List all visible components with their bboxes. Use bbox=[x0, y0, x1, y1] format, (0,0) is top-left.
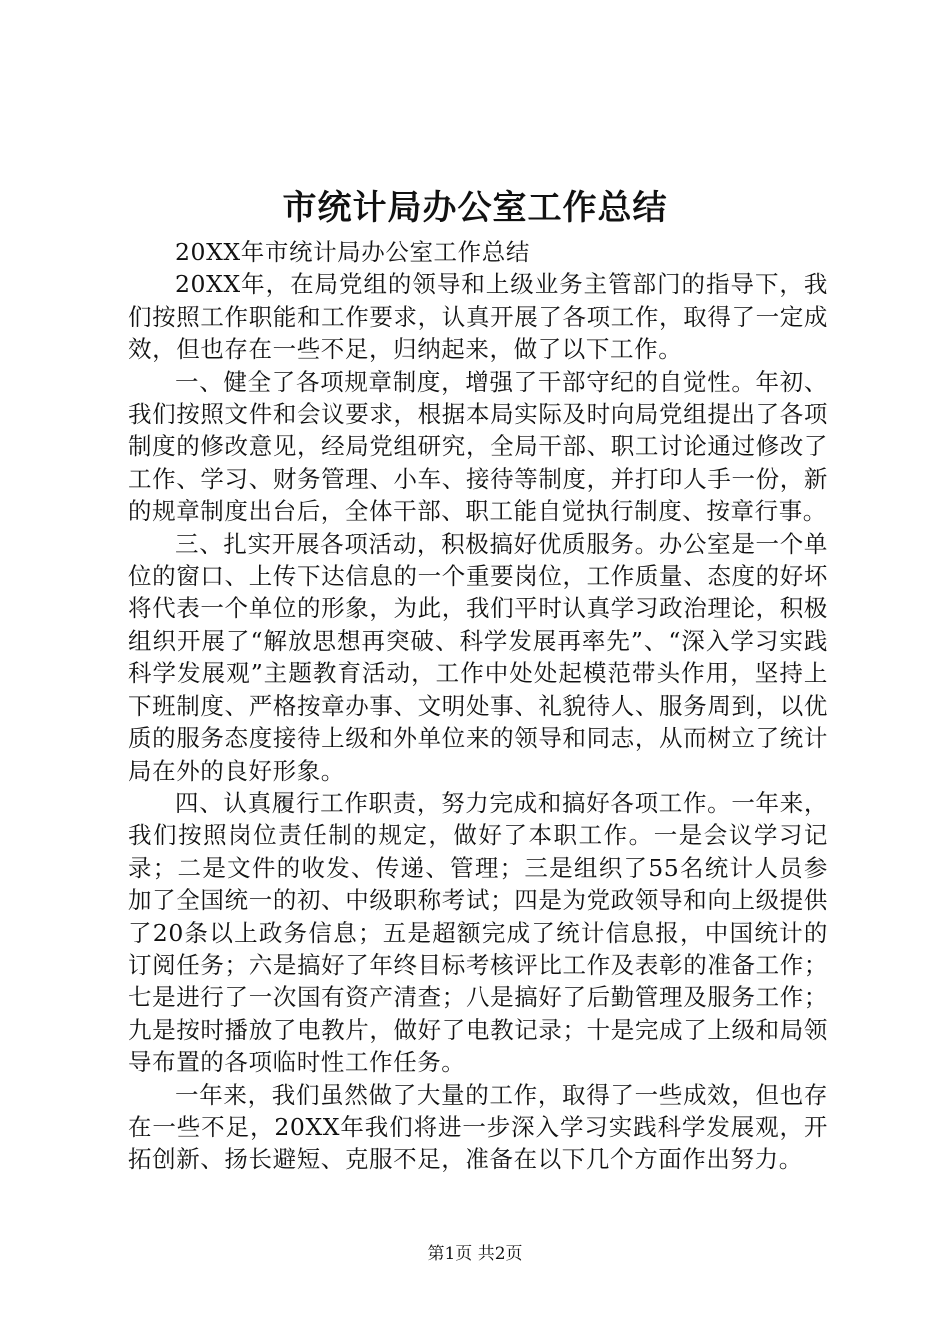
subtitle-paragraph: 20XX年市统计局办公室工作总结 bbox=[175, 238, 530, 266]
document-title: 市统计局办公室工作总结 bbox=[282, 188, 668, 228]
conclusion-paragraph: 一年来，我们虽然做了大量的工作，取得了一些成效，但也存在一些不足，20XX年我们将进一步深入学习实践科学发展观，开拓创新、扬长避短、克服不足，准备在以下几个方面作出努力。 bbox=[128, 1080, 828, 1174]
page-indicator: 第1页 共2页 bbox=[427, 1244, 523, 1264]
section-four-paragraph: 四、认真履行工作职责，努力完成和搞好各项工作。一年来，我们按照岗位责任制的规定，做好了本职工作。一是会议学习记录；二是文件的收发、传递、管理；三是组织了55名统计人员参加了全国统一的初、中级职称考试；四是为党政领导和向上级提供了20条以上政务信息；五是超额完成了统计信息报，中国统计的订阅任务；六是搞好了年终目标考核评比工作及表彰的准备工作；七是进行了一次国有资产清查；八是搞好了后勤管理及服务工作；九是按时播放了电教片，做好了电教记录；十是完成了上级和局领导布置的各项临时性工作任务。 bbox=[128, 788, 828, 1077]
section-one-paragraph: 一、健全了各项规章制度，增强了干部守纪的自觉性。年初、我们按照文件和会议要求，根据本局实际及时向局党组提出了各项制度的修改意见，经局党组研究，全局干部、职工讨论通过修改了工作、学习、财务管理、小车、接待等制度，并打印人手一份，新的规章制度出台后，全体干部、职工能自觉执行制度、按章行事。 bbox=[128, 367, 828, 526]
intro-paragraph: 20XX年，在局党组的领导和上级业务主管部门的指导下，我们按照工作职能和工作要求，认真开展了各项工作，取得了一定成效，但也存在一些不足，归纳起来，做了以下工作。 bbox=[128, 270, 828, 364]
section-three-paragraph: 三、扎实开展各项活动，积极搞好优质服务。办公室是一个单位的窗口、上传下达信息的一个重要岗位，工作质量、态度的好坏将代表一个单位的形象，为此，我们平时认真学习政治理论，积极组织开展了“解放思想再突破、科学发展再率先”、“深入学习实践科学发展观”主题教育活动，工作中处处起模范带头作用，坚持上下班制度、严格按章办事、文明处事、礼貌待人、服务周到，以优质的服务态度接待上级和外单位来的领导和同志，从而树立了统计局在外的良好形象。 bbox=[128, 529, 828, 785]
document-body bbox=[128, 236, 828, 1176]
